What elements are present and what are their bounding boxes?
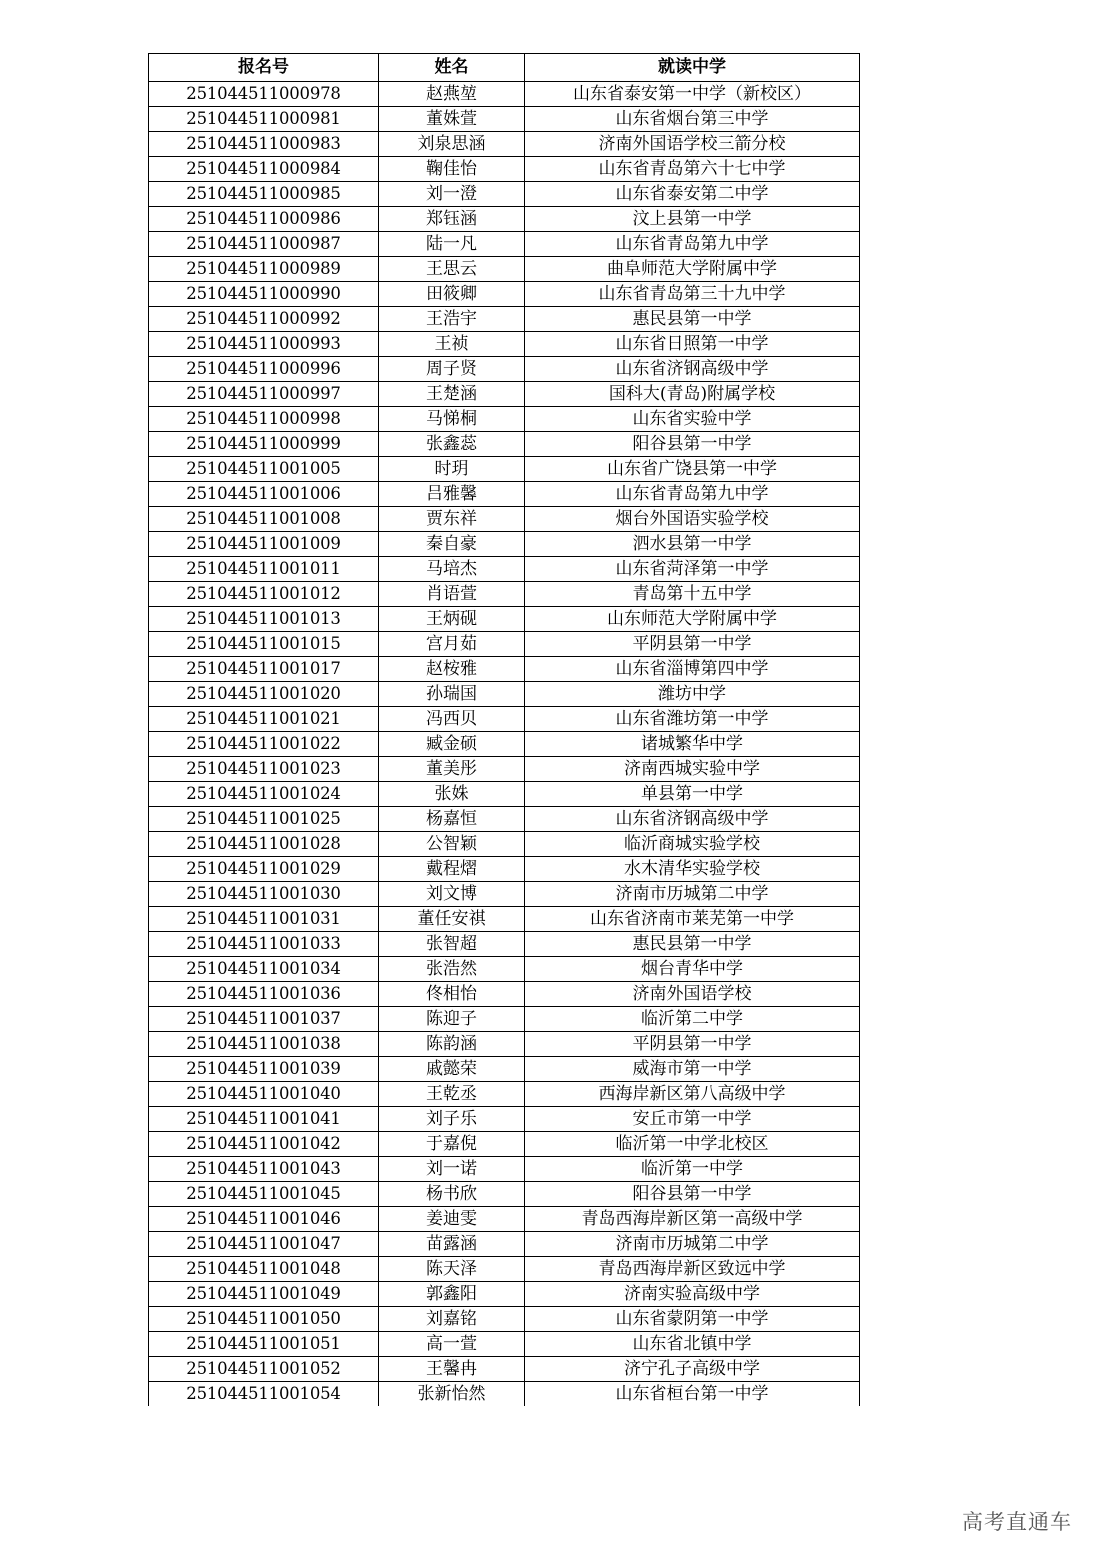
registration-number-cell: 251044511001036: [149, 982, 379, 1007]
school-name-cell: 山东省青岛第六十七中学: [525, 157, 860, 182]
student-name-cell: 刘嘉铭: [379, 1307, 525, 1332]
table-row: [149, 432, 860, 457]
registration-number-cell: 251044511001047: [149, 1232, 379, 1257]
table-row: [149, 607, 860, 632]
school-name-cell: 山东省菏泽第一中学: [525, 557, 860, 582]
column-header-name: 姓名: [379, 54, 525, 82]
student-name-cell: 田筱卿: [379, 282, 525, 307]
school-name-cell: 山东省泰安第一中学（新校区）: [525, 82, 860, 107]
registration-number-cell: 251044511000983: [149, 132, 379, 157]
table-row: [149, 582, 860, 607]
school-name-cell: 临沂第一中学北校区: [525, 1132, 860, 1157]
admission-roster-table: [148, 53, 860, 1406]
registration-number-cell: 251044511001024: [149, 782, 379, 807]
registration-number-cell: 251044511001049: [149, 1282, 379, 1307]
registration-number-cell: 251044511001054: [149, 1382, 379, 1407]
student-name-cell: 肖语萱: [379, 582, 525, 607]
student-name-cell: 于嘉倪: [379, 1132, 525, 1157]
school-name-cell: 国科大(青岛)附属学校: [525, 382, 860, 407]
school-name-cell: 惠民县第一中学: [525, 932, 860, 957]
school-name-cell: 平阴县第一中学: [525, 1032, 860, 1057]
table-row: [149, 407, 860, 432]
school-name-cell: 曲阜师范大学附属中学: [525, 257, 860, 282]
student-name-cell: 臧金硕: [379, 732, 525, 757]
student-name-cell: 董姝萱: [379, 107, 525, 132]
school-name-cell: 山东省广饶县第一中学: [525, 457, 860, 482]
table-row: [149, 1232, 860, 1257]
registration-number-cell: 251044511001012: [149, 582, 379, 607]
table-row: [149, 807, 860, 832]
table-row: [149, 932, 860, 957]
registration-number-cell: 251044511001050: [149, 1307, 379, 1332]
table-body: [149, 82, 860, 1407]
school-name-cell: 山东省桓台第一中学: [525, 1382, 860, 1407]
registration-number-cell: 251044511001051: [149, 1332, 379, 1357]
registration-number-cell: 251044511001017: [149, 657, 379, 682]
table-row: [149, 182, 860, 207]
student-name-cell: 董美彤: [379, 757, 525, 782]
school-name-cell: 临沂商城实验学校: [525, 832, 860, 857]
student-name-cell: 王祯: [379, 332, 525, 357]
watermark-text: 高考直通车: [962, 1510, 1072, 1534]
student-name-cell: 郑钰涵: [379, 207, 525, 232]
registration-number-cell: 251044511000985: [149, 182, 379, 207]
table-row: [149, 1057, 860, 1082]
registration-number-cell: 251044511000981: [149, 107, 379, 132]
student-name-cell: 秦自豪: [379, 532, 525, 557]
table-row: [149, 1157, 860, 1182]
registration-number-cell: 251044511000992: [149, 307, 379, 332]
school-name-cell: 山东省烟台第三中学: [525, 107, 860, 132]
registration-number-cell: 251044511001043: [149, 1157, 379, 1182]
registration-number-cell: 251044511001006: [149, 482, 379, 507]
student-name-cell: 杨嘉恒: [379, 807, 525, 832]
table-row: [149, 907, 860, 932]
registration-number-cell: 251044511001029: [149, 857, 379, 882]
student-name-cell: 张浩然: [379, 957, 525, 982]
table-row: [149, 532, 860, 557]
table-row: [149, 657, 860, 682]
student-name-cell: 陈迎子: [379, 1007, 525, 1032]
registration-number-cell: 251044511000999: [149, 432, 379, 457]
table-row: [149, 107, 860, 132]
student-name-cell: 张姝: [379, 782, 525, 807]
student-name-cell: 杨书欣: [379, 1182, 525, 1207]
table-row: [149, 1032, 860, 1057]
student-name-cell: 王浩宇: [379, 307, 525, 332]
table-row: [149, 1207, 860, 1232]
registration-number-cell: 251044511001022: [149, 732, 379, 757]
student-name-cell: 苗露涵: [379, 1232, 525, 1257]
school-name-cell: 诸城繁华中学: [525, 732, 860, 757]
student-name-cell: 赵燕堃: [379, 82, 525, 107]
school-name-cell: 山东省济南市莱芜第一中学: [525, 907, 860, 932]
student-name-cell: 宫月茹: [379, 632, 525, 657]
table-row: [149, 1307, 860, 1332]
school-name-cell: 济南市历城第二中学: [525, 882, 860, 907]
table-row: [149, 1332, 860, 1357]
table-row: [149, 382, 860, 407]
student-name-cell: 刘一诺: [379, 1157, 525, 1182]
school-name-cell: 山东省北镇中学: [525, 1332, 860, 1357]
column-header-school: 就读中学: [525, 54, 860, 82]
school-name-cell: 临沂第二中学: [525, 1007, 860, 1032]
registration-number-cell: 251044511001021: [149, 707, 379, 732]
table-row: [149, 232, 860, 257]
registration-number-cell: 251044511001045: [149, 1182, 379, 1207]
table-row: [149, 457, 860, 482]
school-name-cell: 惠民县第一中学: [525, 307, 860, 332]
registration-number-cell: 251044511001013: [149, 607, 379, 632]
school-name-cell: 威海市第一中学: [525, 1057, 860, 1082]
table-row: [149, 482, 860, 507]
student-name-cell: 王炳砚: [379, 607, 525, 632]
registration-number-cell: 251044511001048: [149, 1257, 379, 1282]
header-row: [149, 54, 860, 82]
registration-number-cell: 251044511001040: [149, 1082, 379, 1107]
registration-number-cell: 251044511000998: [149, 407, 379, 432]
student-name-cell: 陆一凡: [379, 232, 525, 257]
school-name-cell: 山东省青岛第三十九中学: [525, 282, 860, 307]
student-name-cell: 公智颖: [379, 832, 525, 857]
table-row: [149, 357, 860, 382]
registration-number-cell: 251044511001042: [149, 1132, 379, 1157]
table-row: [149, 882, 860, 907]
table-row: [149, 507, 860, 532]
student-name-cell: 王乾丞: [379, 1082, 525, 1107]
student-name-cell: 董任安祺: [379, 907, 525, 932]
registration-number-cell: 251044511001025: [149, 807, 379, 832]
table-row: [149, 207, 860, 232]
table-header: [149, 54, 860, 82]
school-name-cell: 山东师范大学附属中学: [525, 607, 860, 632]
school-name-cell: 安丘市第一中学: [525, 1107, 860, 1132]
school-name-cell: 水木清华实验学校: [525, 857, 860, 882]
table-row: [149, 1107, 860, 1132]
registration-number-cell: 251044511000996: [149, 357, 379, 382]
table-row: [149, 982, 860, 1007]
school-name-cell: 阳谷县第一中学: [525, 1182, 860, 1207]
school-name-cell: 潍坊中学: [525, 682, 860, 707]
student-name-cell: 王楚涵: [379, 382, 525, 407]
table-row: [149, 1257, 860, 1282]
student-name-cell: 陈韵涵: [379, 1032, 525, 1057]
registration-number-cell: 251044511001031: [149, 907, 379, 932]
school-name-cell: 阳谷县第一中学: [525, 432, 860, 457]
student-name-cell: 孙瑞国: [379, 682, 525, 707]
table-row: [149, 632, 860, 657]
student-name-cell: 吕雅馨: [379, 482, 525, 507]
table-row: [149, 682, 860, 707]
registration-number-cell: 251044511001039: [149, 1057, 379, 1082]
student-name-cell: 戚懿荣: [379, 1057, 525, 1082]
registration-number-cell: 251044511001005: [149, 457, 379, 482]
student-name-cell: 张鑫蕊: [379, 432, 525, 457]
table-row: [149, 82, 860, 107]
column-header-registration-number: 报名号: [149, 54, 379, 82]
school-name-cell: 临沂第一中学: [525, 1157, 860, 1182]
table-row: [149, 1282, 860, 1307]
student-name-cell: 时玥: [379, 457, 525, 482]
table-row: [149, 957, 860, 982]
table-row: [149, 307, 860, 332]
table-row: [149, 1082, 860, 1107]
school-name-cell: 烟台外国语实验学校: [525, 507, 860, 532]
registration-number-cell: 251044511001011: [149, 557, 379, 582]
school-name-cell: 山东省济钢高级中学: [525, 807, 860, 832]
registration-number-cell: 251044511000993: [149, 332, 379, 357]
student-name-cell: 马培杰: [379, 557, 525, 582]
school-name-cell: 山东省青岛第九中学: [525, 232, 860, 257]
school-name-cell: 烟台青华中学: [525, 957, 860, 982]
school-name-cell: 山东省泰安第二中学: [525, 182, 860, 207]
student-name-cell: 王思云: [379, 257, 525, 282]
table-row: [149, 332, 860, 357]
registration-number-cell: 251044511001009: [149, 532, 379, 557]
registration-number-cell: 251044511000984: [149, 157, 379, 182]
registration-number-cell: 251044511001030: [149, 882, 379, 907]
school-name-cell: 青岛西海岸新区致远中学: [525, 1257, 860, 1282]
registration-number-cell: 251044511001028: [149, 832, 379, 857]
student-name-cell: 马悌桐: [379, 407, 525, 432]
school-name-cell: 山东省青岛第九中学: [525, 482, 860, 507]
table-row: [149, 557, 860, 582]
table-row: [149, 1007, 860, 1032]
registration-number-cell: 251044511001046: [149, 1207, 379, 1232]
student-name-cell: 陈天泽: [379, 1257, 525, 1282]
registration-number-cell: 251044511001015: [149, 632, 379, 657]
table-row: [149, 1182, 860, 1207]
table-row: [149, 132, 860, 157]
school-name-cell: 济南西城实验中学: [525, 757, 860, 782]
school-name-cell: 青岛第十五中学: [525, 582, 860, 607]
student-name-cell: 刘子乐: [379, 1107, 525, 1132]
table-row: [149, 1357, 860, 1382]
school-name-cell: 济南外国语学校: [525, 982, 860, 1007]
registration-number-cell: 251044511000997: [149, 382, 379, 407]
student-name-cell: 贾东祥: [379, 507, 525, 532]
school-name-cell: 山东省实验中学: [525, 407, 860, 432]
registration-number-cell: 251044511001020: [149, 682, 379, 707]
student-name-cell: 鞠佳怡: [379, 157, 525, 182]
school-name-cell: 济南市历城第二中学: [525, 1232, 860, 1257]
school-name-cell: 济南外国语学校三箭分校: [525, 132, 860, 157]
school-name-cell: 山东省潍坊第一中学: [525, 707, 860, 732]
student-name-cell: 张智超: [379, 932, 525, 957]
registration-number-cell: 251044511001037: [149, 1007, 379, 1032]
school-name-cell: 山东省日照第一中学: [525, 332, 860, 357]
table-row: [149, 157, 860, 182]
table-row: [149, 257, 860, 282]
student-name-cell: 高一萱: [379, 1332, 525, 1357]
school-name-cell: 汶上县第一中学: [525, 207, 860, 232]
school-name-cell: 平阴县第一中学: [525, 632, 860, 657]
student-name-cell: 刘泉思涵: [379, 132, 525, 157]
student-name-cell: 姜迪雯: [379, 1207, 525, 1232]
registration-number-cell: 251044511001038: [149, 1032, 379, 1057]
school-name-cell: 山东省济钢高级中学: [525, 357, 860, 382]
registration-number-cell: 251044511001033: [149, 932, 379, 957]
school-name-cell: 青岛西海岸新区第一高级中学: [525, 1207, 860, 1232]
school-name-cell: 山东省蒙阴第一中学: [525, 1307, 860, 1332]
student-name-cell: 王馨冉: [379, 1357, 525, 1382]
school-name-cell: 西海岸新区第八高级中学: [525, 1082, 860, 1107]
student-name-cell: 张新怡然: [379, 1382, 525, 1407]
table-row: [149, 282, 860, 307]
student-name-cell: 赵桉雅: [379, 657, 525, 682]
school-name-cell: 济宁孔子高级中学: [525, 1357, 860, 1382]
table-row: [149, 832, 860, 857]
registration-number-cell: 251044511001008: [149, 507, 379, 532]
registration-number-cell: 251044511000978: [149, 82, 379, 107]
school-name-cell: 泗水县第一中学: [525, 532, 860, 557]
table-row: [149, 757, 860, 782]
table-row: [149, 707, 860, 732]
school-name-cell: 单县第一中学: [525, 782, 860, 807]
student-name-cell: 周子贤: [379, 357, 525, 382]
registration-number-cell: 251044511001023: [149, 757, 379, 782]
student-name-cell: 佟相怡: [379, 982, 525, 1007]
student-name-cell: 戴程熠: [379, 857, 525, 882]
student-name-cell: 刘文博: [379, 882, 525, 907]
registration-number-cell: 251044511000987: [149, 232, 379, 257]
school-name-cell: 济南实验高级中学: [525, 1282, 860, 1307]
registration-number-cell: 251044511001041: [149, 1107, 379, 1132]
registration-number-cell: 251044511000986: [149, 207, 379, 232]
student-name-cell: 刘一澄: [379, 182, 525, 207]
registration-number-cell: 251044511000990: [149, 282, 379, 307]
table-row: [149, 1132, 860, 1157]
registration-number-cell: 251044511001034: [149, 957, 379, 982]
school-name-cell: 山东省淄博第四中学: [525, 657, 860, 682]
table-row: [149, 1382, 860, 1407]
registration-number-cell: 251044511001052: [149, 1357, 379, 1382]
table-row: [149, 857, 860, 882]
table-row: [149, 782, 860, 807]
registration-number-cell: 251044511000989: [149, 257, 379, 282]
student-name-cell: 郭鑫阳: [379, 1282, 525, 1307]
table-row: [149, 732, 860, 757]
student-name-cell: 冯西贝: [379, 707, 525, 732]
